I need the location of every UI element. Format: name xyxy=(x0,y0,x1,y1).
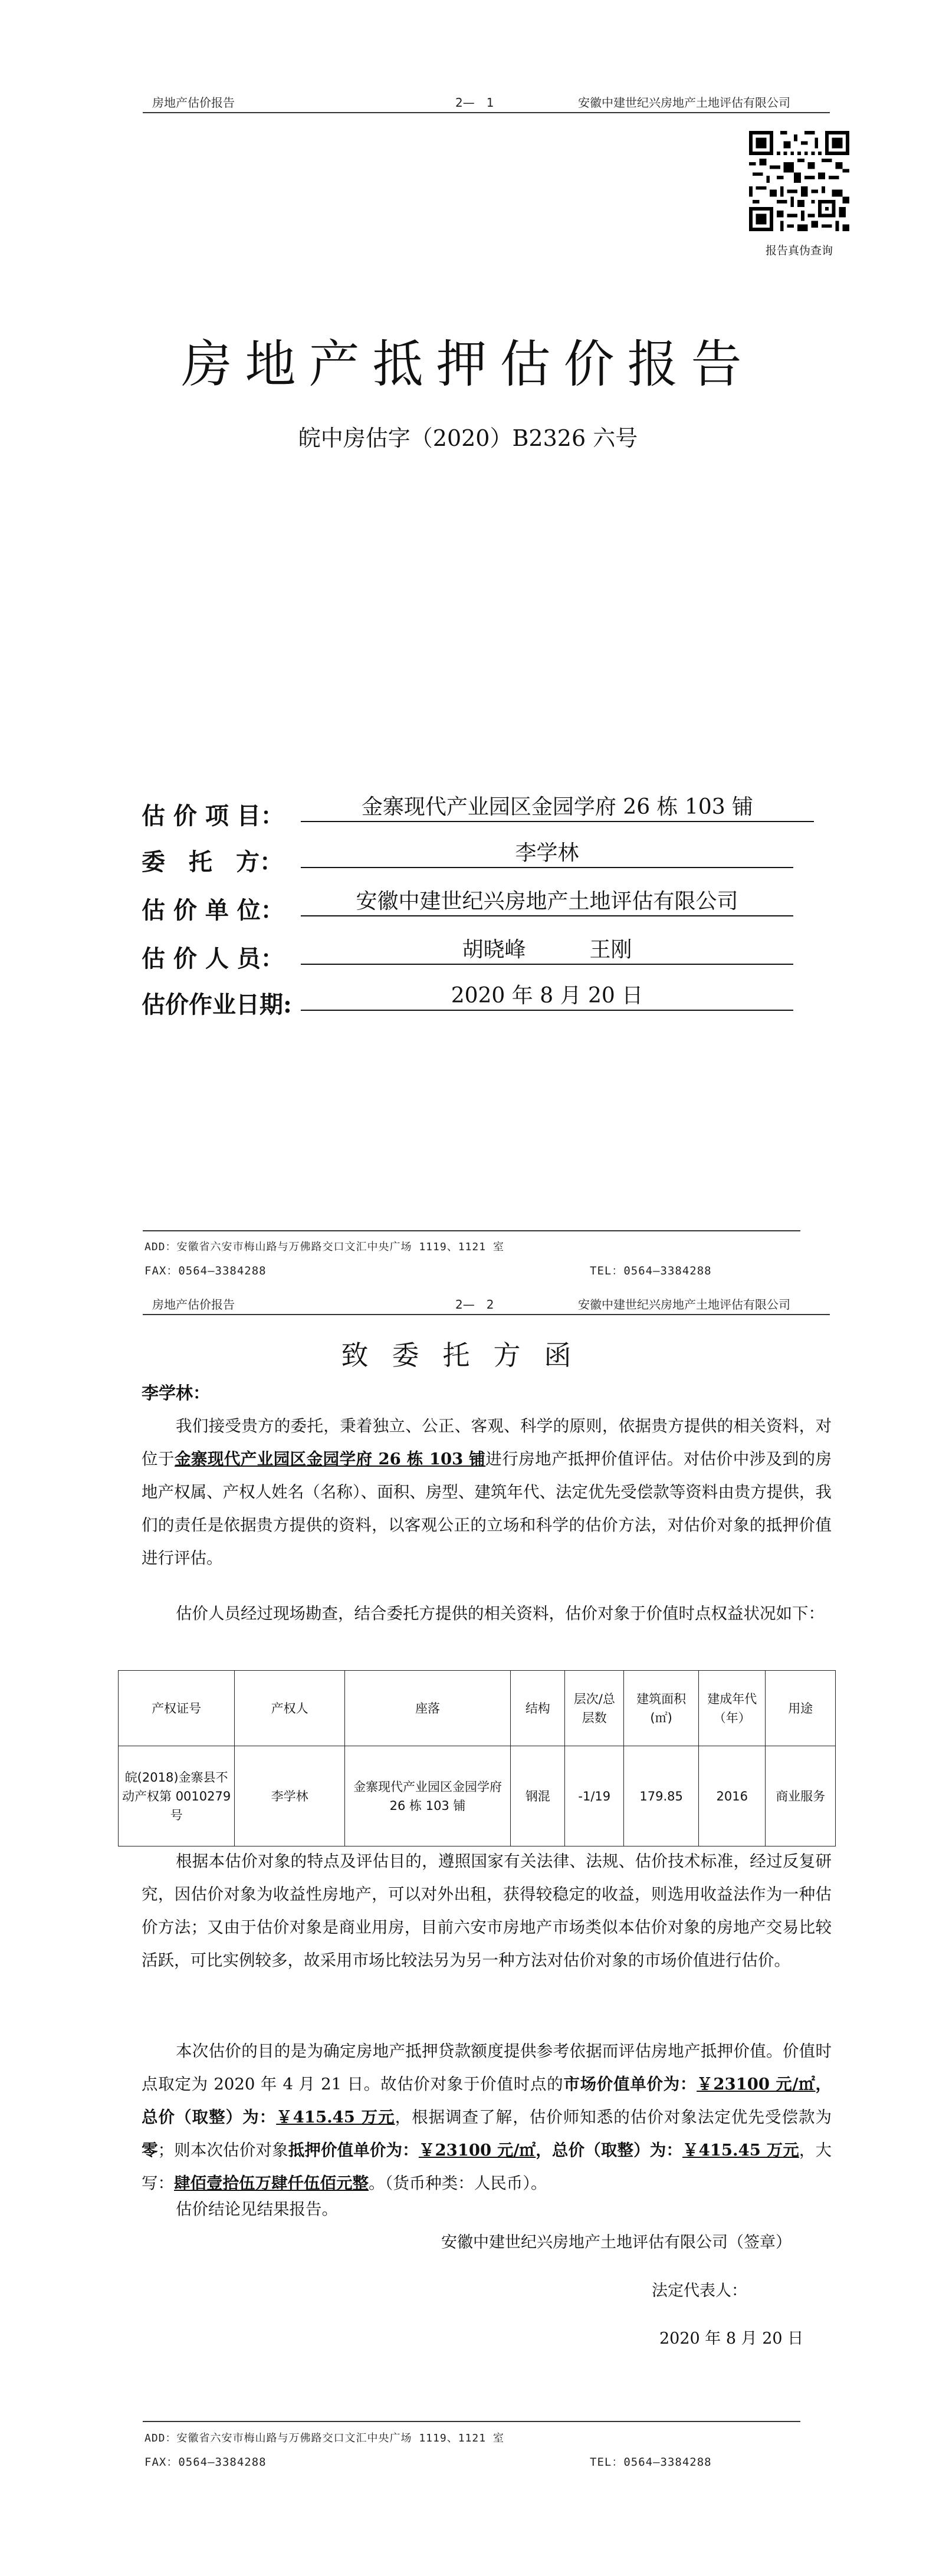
page2-footer-rule xyxy=(143,2421,800,2422)
page1-header-left: 房地产估价报告 xyxy=(152,96,235,110)
table-header-cell: 层次/总层数 xyxy=(565,1671,624,1746)
page1-header-company: 安徽中建世纪兴房地产土地评估有限公司 xyxy=(578,96,790,110)
table-cell-floor: -1/19 xyxy=(565,1746,624,1846)
table-header-cell: 用途 xyxy=(766,1671,836,1746)
page1-footer-tel: TEL：0564—3384288 xyxy=(590,1264,712,1277)
page1-footer-rule xyxy=(143,1230,800,1231)
table-header-cell: 产权人 xyxy=(235,1671,345,1746)
property-rights-table xyxy=(118,1670,836,1846)
paragraph-methodology: 根据本估价对象的特点及评估目的，遵照国家有关法律、法规、估价技术标准，经过反复研究，因估价对象为收益性房地产，可以对外出租，获得较稳定的收益，则选用收益法作为一种估价方法；又由于估价对象是商业用房，目前六安市房地产市场类似本估价对象的房地产交易比较活跃，可比实例较多，故采用市场比较法另为另一种方法对估价对象的市场价值进行估价。 xyxy=(142,1852,832,1970)
paragraph-site-survey: 估价人员经过现场勘查，结合委托方提供的相关资料，估价对象于价值时点权益状况如下： xyxy=(176,1604,825,1623)
table-header-cell: 产权证号 xyxy=(119,1671,235,1746)
report-title: 房地产抵押估价报告 xyxy=(181,335,755,394)
table-cell-year: 2016 xyxy=(699,1746,766,1846)
letter-title: 致委托方函 xyxy=(341,1339,595,1371)
qr-code-icon[interactable] xyxy=(749,131,849,231)
paragraph-commission: 我们接受贵方的委托，秉着独立、公正、客观、科学的原则，依据贵方提供的相关资料，对位于金寨现代产业园区金园学府 26 栋 103 铺进行房地产抵押价值评估。对估价中涉及到的房地产权属、产权人姓名（名称）、面积、房型、建筑年代、法定优先受偿款等资料由贵方提供，我们的责任是依据贵方提供的资料，以客观公正的立场和科学的估价方法，对估价对象的抵押价值进行评估。 xyxy=(142,1417,832,1568)
table-cell-cert-number: 皖(2018)金寨县不动产权第 0010279 号 xyxy=(119,1746,235,1846)
document-number: 皖中房估字（2020）B2326 六号 xyxy=(298,425,638,451)
table-header-cell: 结构 xyxy=(511,1671,565,1746)
salutation: 李学林： xyxy=(142,1383,211,1403)
field-label-project: 估 价 项 目： xyxy=(142,802,284,830)
table-cell-owner: 李学林 xyxy=(235,1746,345,1846)
table-row xyxy=(119,1746,836,1846)
signature-company: 安徽中建世纪兴房地产土地评估有限公司（签章） xyxy=(441,2233,792,2252)
table-header-cell: 座落 xyxy=(344,1671,510,1746)
field-label-work-date: 估价作业日期: xyxy=(142,991,292,1018)
paragraph-conclusion: 估价结论见结果报告。 xyxy=(176,2200,338,2219)
table-header-cell: 建成年代（年） xyxy=(699,1671,766,1746)
page1-footer-address: ADD：安徽省六安市梅山路与万佛路交口文汇中央广场 1119、1121 室 xyxy=(144,1241,504,1253)
page1-header-page-number: 2— 1 xyxy=(455,96,494,110)
page2-footer-tel: TEL：0564—3384288 xyxy=(590,2456,712,2469)
table-cell-structure: 钢混 xyxy=(511,1746,565,1846)
table-header-cell: 建筑面积(㎡) xyxy=(624,1671,699,1746)
page1-header-rule xyxy=(143,112,830,113)
table-cell-area: 179.85 xyxy=(624,1746,699,1846)
field-value-appraisers: 胡晓峰 王刚 xyxy=(301,937,793,965)
field-value-appraisal-unit: 安徽中建世纪兴房地产土地评估有限公司 xyxy=(301,888,793,916)
table-header-row xyxy=(119,1671,836,1746)
field-value-project: 金寨现代产业园区金园学府 26 栋 103 铺 xyxy=(301,794,814,822)
page2-header-rule xyxy=(143,1314,830,1315)
field-label-appraisers: 估 价 人 员： xyxy=(142,945,284,972)
page2-header-company: 安徽中建世纪兴房地产土地评估有限公司 xyxy=(578,1297,790,1312)
field-value-work-date: 2020 年 8 月 20 日 xyxy=(301,983,793,1011)
page2-header-left: 房地产估价报告 xyxy=(152,1297,235,1312)
legal-representative: 法定代表人： xyxy=(652,2282,747,2300)
qr-caption: 报告真伪查询 xyxy=(765,244,833,257)
page2-footer-fax: FAX：0564—3384288 xyxy=(144,2456,267,2469)
field-value-client: 李学林 xyxy=(301,840,793,868)
page1-footer-fax: FAX：0564—3384288 xyxy=(144,1264,267,1277)
paragraph-valuation-result: 本次估价的目的是为确定房地产抵押贷款额度提供参考依据而评估房地产抵押价值。价值时点取定为 2020 年 4 月 21 日。故估价对象于价值时点的市场价值单价为：￥23100 元/㎡，总价（取整）为：￥415.45 万元，根据调查了解，估价师知悉的估价对象法定优先受偿款为零；则本次估价对象抵押价值单价为：￥23100 元/㎡，总价（取整）为：￥415.45 万元，大写：肆佰壹拾伍万肆仟伍佰元整。（货币种类：人民币）。 xyxy=(142,2042,832,2193)
table-cell-usage: 商业服务 xyxy=(766,1746,836,1846)
letter-date: 2020 年 8 月 20 日 xyxy=(659,2329,804,2348)
field-label-appraisal-unit: 估 价 单 位： xyxy=(142,896,284,924)
field-label-client: 委 托 方： xyxy=(142,848,283,876)
page2-header-page-number: 2— 2 xyxy=(455,1297,494,1312)
page2-footer-address: ADD：安徽省六安市梅山路与万佛路交口文汇中央广场 1119、1121 室 xyxy=(144,2432,504,2444)
table-cell-location: 金寨现代产业园区金园学府 26 栋 103 铺 xyxy=(344,1746,510,1846)
